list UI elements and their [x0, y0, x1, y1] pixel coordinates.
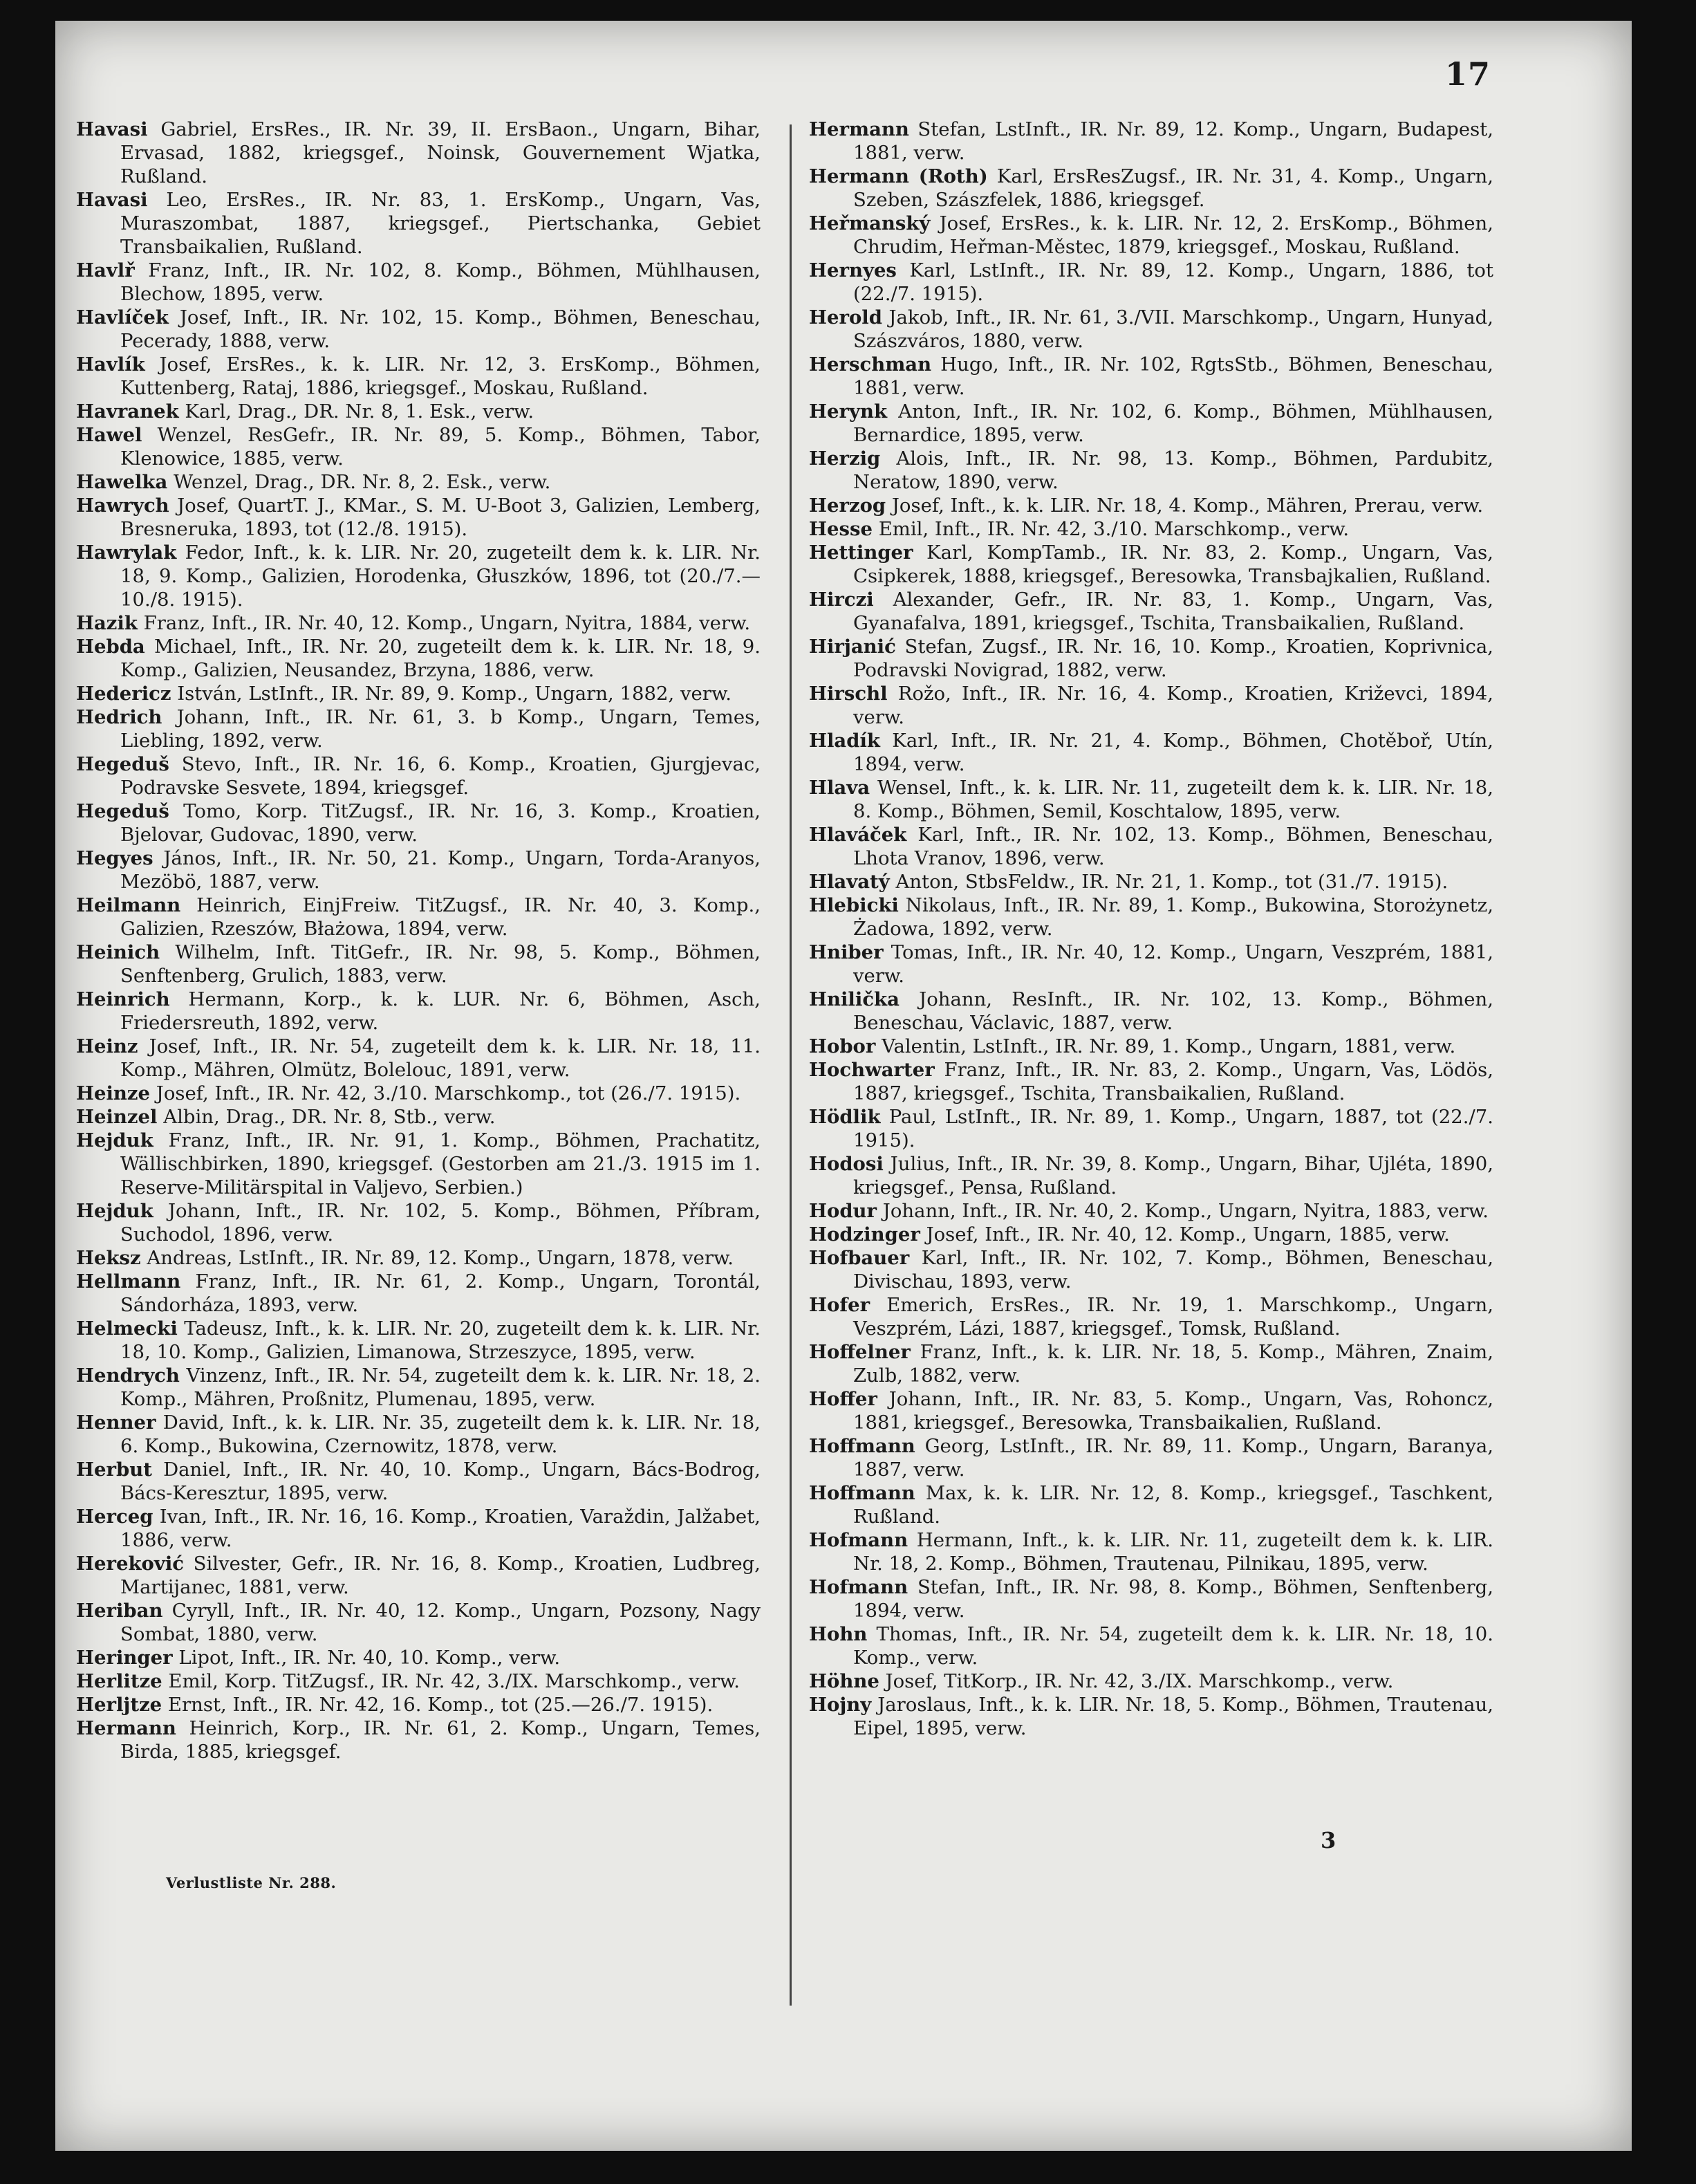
list-entry	[76, 1082, 761, 1105]
list-entry	[76, 752, 761, 799]
entry-surname: Hendrych	[76, 1364, 180, 1387]
list-entry	[809, 1622, 1493, 1669]
entry-details: Alois, Inft., IR. Nr. 98, 13. Komp., Böhmen, Pardubitz, Neratow, 1890, verw.	[853, 447, 1493, 493]
entry-surname: Hermann (Roth)	[809, 165, 988, 187]
list-entry	[809, 1434, 1493, 1481]
entry-details: Franz, Inft., k. k. LIR. Nr. 18, 5. Komp., Mähren, Znaim, Zulb, 1882, verw.	[853, 1341, 1493, 1387]
list-entry	[76, 1599, 761, 1646]
entry-surname: Hofer	[809, 1294, 870, 1316]
left-column	[76, 118, 761, 1764]
entry-details: Lipot, Inft., IR. Nr. 40, 10. Komp., verw.	[172, 1647, 561, 1669]
list-entry	[76, 470, 761, 494]
entry-details: Albin, Drag., DR. Nr. 8, Stb., verw.	[157, 1106, 496, 1128]
entry-details: Gabriel, ErsRes., IR. Nr. 39, II. ErsBaon., Ungarn, Bihar, Ervasad, 1882, kriegsgef., Noinsk, Gouvernement Wjatka, Rußland.	[120, 118, 761, 187]
entry-details: Jaroslaus, Inft., k. k. LIR. Nr. 18, 5. Komp., Böhmen, Trautenau, Eipel, 1895, verw.	[853, 1694, 1493, 1739]
entry-details: Wilhelm, Inft. TitGefr., IR. Nr. 98, 5. Komp., Böhmen, Senftenberg, Grulich, 1883, verw.	[120, 941, 761, 987]
entry-details: Franz, Inft., IR. Nr. 102, 8. Komp., Böhmen, Mühlhausen, Blechow, 1895, verw.	[120, 259, 761, 305]
list-entry	[76, 118, 761, 188]
entry-surname: Havlíček	[76, 306, 169, 328]
entry-details: Stefan, Zugsf., IR. Nr. 16, 10. Komp., Kroatien, Koprivnica, Podravski Novigrad, 1882, verw.	[853, 636, 1493, 681]
entry-surname: Hawel	[76, 424, 142, 446]
entry-details: Vinzenz, Inft., IR. Nr. 54, zugeteilt dem k. k. LIR. Nr. 18, 2. Komp., Mähren, Proßnitz, Plumenau, 1895, verw.	[120, 1364, 761, 1410]
entry-surname: Herceg	[76, 1506, 153, 1528]
list-entry	[76, 1505, 761, 1552]
list-entry	[76, 259, 761, 306]
entry-details: Karl, KompTamb., IR. Nr. 83, 2. Komp., Ungarn, Vas, Csipkerek, 1888, kriegsgef., Beresowka, Transbajkalien, Rußland.	[853, 542, 1493, 587]
list-entry	[76, 541, 761, 611]
list-entry	[76, 1364, 761, 1411]
entry-surname: Havranek	[76, 400, 179, 423]
entry-details: Josef, Inft., IR. Nr. 54, zugeteilt dem k. k. LIR. Nr. 18, 11. Komp., Mähren, Olmütz, Bolelouc, 1891, verw.	[120, 1035, 761, 1081]
entry-surname: Henner	[76, 1412, 156, 1434]
entry-surname: Heriban	[76, 1600, 163, 1622]
entry-surname: Hazik	[76, 612, 138, 634]
list-entry	[76, 1411, 761, 1458]
entry-surname: Hlebicki	[809, 894, 899, 916]
entry-surname: Heilmann	[76, 894, 181, 916]
entry-surname: Heinze	[76, 1082, 151, 1104]
entry-details: Anton, Inft., IR. Nr. 102, 6. Komp., Böhmen, Mühlhausen, Bernardice, 1895, verw.	[853, 400, 1493, 446]
entry-details: Alexander, Gefr., IR. Nr. 83, 1. Komp., Ungarn, Vas, Gyanafalva, 1891, kriegsgef., Tschita, Transbaikalien, Rußland.	[853, 589, 1493, 634]
entry-surname: Hermann	[76, 1717, 176, 1739]
list-entry	[809, 400, 1493, 447]
entry-details: Josef, QuartT. J., KMar., S. M. U-Boot 3, Galizien, Lemberg, Bresneruka, 1893, tot (12./8. 1915).	[120, 494, 761, 540]
entry-surname: Heinich	[76, 941, 160, 963]
entry-details: Johann, Inft., IR. Nr. 40, 2. Komp., Ungarn, Nyitra, 1883, verw.	[877, 1200, 1489, 1222]
entry-surname: Hohn	[809, 1623, 868, 1645]
list-entry	[809, 212, 1493, 259]
entry-details: Franz, Inft., IR. Nr. 83, 2. Komp., Ungarn, Vas, Lödös, 1887, kriegsgef., Tschita, Transbaikalien, Rußland.	[853, 1059, 1493, 1104]
entry-details: Stefan, LstInft., IR. Nr. 89, 12. Komp., Ungarn, Budapest, 1881, verw.	[853, 118, 1493, 164]
list-entry	[809, 1152, 1493, 1199]
sheet-number: 3	[1321, 1827, 1336, 1853]
list-entry	[76, 1646, 761, 1669]
entry-surname: Hofmann	[809, 1576, 908, 1598]
entry-surname: Hermann	[809, 118, 909, 140]
entry-details: János, Inft., IR. Nr. 50, 21. Komp., Ungarn, Torda-Aranyos, Mezöbö, 1887, verw.	[120, 847, 761, 893]
entry-surname: Hlava	[809, 777, 870, 799]
list-entry	[809, 894, 1493, 941]
entry-surname: Heinrich	[76, 988, 170, 1010]
entry-details: Wenzel, Drag., DR. Nr. 8, 2. Esk., verw.	[167, 471, 551, 493]
entry-details: Wenzel, ResGefr., IR. Nr. 89, 5. Komp., Böhmen, Tabor, Klenowice, 1885, verw.	[120, 424, 761, 470]
entry-details: Josef, TitKorp., IR. Nr. 42, 3./IX. Marschkomp., verw.	[879, 1670, 1394, 1692]
entry-surname: Hejduk	[76, 1200, 153, 1222]
entry-surname: Heksz	[76, 1247, 141, 1269]
entry-details: Hermann, Korp., k. k. LUR. Nr. 6, Böhmen, Asch, Friedersreuth, 1892, verw.	[120, 988, 761, 1034]
list-entry	[76, 306, 761, 353]
list-entry	[809, 1528, 1493, 1575]
list-entry	[809, 1293, 1493, 1340]
list-entry	[809, 517, 1493, 541]
entry-details: Franz, Inft., IR. Nr. 61, 2. Komp., Ungarn, Torontál, Sándorháza, 1893, verw.	[120, 1270, 761, 1316]
entry-surname: Havlř	[76, 259, 135, 281]
entry-surname: Hniber	[809, 941, 884, 963]
list-entry	[76, 188, 761, 259]
entry-surname: Havasi	[76, 118, 148, 140]
entry-details: Tomas, Inft., IR. Nr. 40, 12. Komp., Ungarn, Veszprém, 1881, verw.	[853, 941, 1493, 987]
list-entry	[809, 1105, 1493, 1152]
entry-surname: Havlík	[76, 353, 145, 376]
list-entry	[809, 635, 1493, 682]
list-entry	[809, 682, 1493, 729]
entry-surname: Helmecki	[76, 1317, 178, 1340]
list-entry	[76, 799, 761, 846]
list-entry	[809, 823, 1493, 870]
entry-details: Karl, Inft., IR. Nr. 21, 4. Komp., Böhmen, Chotěboř, Utín, 1894, verw.	[853, 730, 1493, 775]
list-entry	[809, 494, 1493, 517]
entry-surname: Heinz	[76, 1035, 138, 1057]
entry-surname: Hegeduš	[76, 800, 169, 822]
entry-surname: Herzig	[809, 447, 881, 470]
entry-details: Tomo, Korp. TitZugsf., IR. Nr. 16, 3. Komp., Kroatien, Bjelovar, Gudovac, 1890, verw.	[120, 800, 761, 846]
entry-surname: Herzog	[809, 494, 886, 517]
entry-details: Paul, LstInft., IR. Nr. 89, 1. Komp., Ungarn, 1887, tot (22./7. 1915).	[853, 1106, 1493, 1151]
list-entry	[809, 541, 1493, 588]
entry-surname: Hegeduš	[76, 753, 169, 775]
entry-surname: Herljtze	[76, 1694, 162, 1716]
list-entry	[76, 400, 761, 423]
entry-surname: Hnilička	[809, 988, 900, 1010]
entry-surname: Hojny	[809, 1694, 872, 1716]
list-entry	[809, 941, 1493, 988]
entry-details: Silvester, Gefr., IR. Nr. 16, 8. Komp., Kroatien, Ludbreg, Martijanec, 1881, verw.	[120, 1553, 761, 1598]
list-entry	[76, 846, 761, 894]
list-entry	[809, 988, 1493, 1035]
entry-surname: Herschman	[809, 353, 932, 376]
entry-surname: Heřmanský	[809, 212, 931, 234]
entry-surname: Hofbauer	[809, 1247, 910, 1269]
list-entry	[76, 1270, 761, 1317]
list-entry	[809, 870, 1493, 894]
entry-surname: Hochwarter	[809, 1059, 935, 1081]
entry-details: Stevo, Inft., IR. Nr. 16, 6. Komp., Kroatien, Gjurgjevac, Podravske Sesvete, 1894, kriegsgef.	[120, 753, 761, 799]
entry-surname: Hlaváček	[809, 824, 907, 846]
entry-surname: Hereković	[76, 1553, 185, 1575]
entry-details: Josef, ErsRes., k. k. LIR. Nr. 12, 2. ErsKomp., Böhmen, Chrudim, Heřman-Městec, 1879, kriegsgef., Moskau, Rußland.	[853, 212, 1493, 258]
entry-details: Michael, Inft., IR. Nr. 20, zugeteilt dem k. k. LIR. Nr. 18, 9. Komp., Galizien, Neusandez, Brzyna, 1886, verw.	[120, 636, 761, 681]
entry-surname: Hejduk	[76, 1129, 153, 1151]
entry-details: Heinrich, Korp., IR. Nr. 61, 2. Komp., Ungarn, Temes, Birda, 1885, kriegsgef.	[120, 1717, 761, 1763]
list-entry	[809, 118, 1493, 165]
list-entry	[76, 1105, 761, 1129]
entry-details: Josef, Inft., IR. Nr. 42, 3./10. Marschkomp., tot (26./7. 1915).	[150, 1082, 741, 1104]
entry-details: Emerich, ErsRes., IR. Nr. 19, 1. Marschkomp., Ungarn, Veszprém, Lázi, 1887, kriegsgef., Tomsk, Rußland.	[853, 1294, 1493, 1340]
entry-details: Georg, LstInft., IR. Nr. 89, 11. Komp., Ungarn, Baranya, 1887, verw.	[853, 1435, 1493, 1481]
entry-details: Johann, ResInft., IR. Nr. 102, 13. Komp., Böhmen, Beneschau, Václavic, 1887, verw.	[853, 988, 1493, 1034]
entry-details: Karl, ErsResZugsf., IR. Nr. 31, 4. Komp., Ungarn, Szeben, Szászfelek, 1886, kriegsgef.	[853, 165, 1493, 211]
entry-details: Valentin, LstInft., IR. Nr. 89, 1. Komp., Ungarn, 1881, verw.	[875, 1035, 1456, 1057]
entry-details: Franz, Inft., IR. Nr. 40, 12. Komp., Ungarn, Nyitra, 1884, verw.	[137, 612, 751, 634]
entry-surname: Hedrich	[76, 706, 162, 728]
entry-details: Hugo, Inft., IR. Nr. 102, RgtsStb., Böhmen, Beneschau, 1881, verw.	[853, 353, 1493, 399]
entry-surname: Hirczi	[809, 589, 874, 611]
column-divider	[790, 124, 792, 2006]
list-entry	[76, 635, 761, 682]
entry-details: Anton, StbsFeldw., IR. Nr. 21, 1. Komp., tot (31./7. 1915).	[889, 871, 1448, 893]
list-entry	[809, 1246, 1493, 1293]
list-entry	[76, 988, 761, 1035]
list-entry	[76, 894, 761, 941]
list-entry	[76, 1199, 761, 1246]
entry-details: Josef, Inft., IR. Nr. 102, 15. Komp., Böhmen, Beneschau, Pecerady, 1888, verw.	[120, 306, 761, 352]
entry-surname: Herynk	[809, 400, 887, 423]
entry-surname: Hlavatý	[809, 871, 890, 893]
entry-details: Cyryll, Inft., IR. Nr. 40, 12. Komp., Ungarn, Pozsony, Nagy Sombat, 1880, verw.	[120, 1600, 761, 1645]
list-entry	[809, 306, 1493, 353]
list-entry	[809, 1223, 1493, 1246]
entry-details: David, Inft., k. k. LIR. Nr. 35, zugeteilt dem k. k. LIR. Nr. 18, 6. Komp., Bukowina, Czernowitz, 1878, verw.	[120, 1412, 761, 1457]
list-entry	[76, 494, 761, 541]
list-entry	[76, 1035, 761, 1082]
entry-details: Franz, Inft., IR. Nr. 91, 1. Komp., Böhmen, Prachatitz, Wällischbirken, 1890, kriegsgef. (Gestorben am 21./3. 1915 im 1. Reserve-Militärspital in Valjevo, Serbien.)	[120, 1129, 761, 1199]
entry-details: Karl, Inft., IR. Nr. 102, 7. Komp., Böhmen, Beneschau, Divischau, 1893, verw.	[853, 1247, 1493, 1293]
entry-details: Johann, Inft., IR. Nr. 83, 5. Komp., Ungarn, Vas, Rohoncz, 1881, kriegsgef., Beresowka, Transbaikalien, Rußland.	[853, 1388, 1493, 1434]
entry-surname: Hoffmann	[809, 1482, 915, 1504]
entry-surname: Hoffer	[809, 1388, 877, 1410]
entry-surname: Hladík	[809, 730, 880, 752]
entry-details: Julius, Inft., IR. Nr. 39, 8. Komp., Ungarn, Bihar, Ujléta, 1890, kriegsgef., Pensa, Rußland.	[853, 1153, 1493, 1199]
entry-details: Leo, ErsRes., IR. Nr. 83, 1. ErsKomp., Ungarn, Vas, Muraszombat, 1887, kriegsgef., Piertschanka, Gebiet Transbaikalien, Rußland.	[120, 189, 761, 258]
list-entry	[76, 423, 761, 470]
entry-details: Hermann, Inft., k. k. LIR. Nr. 11, zugeteilt dem k. k. LIR. Nr. 18, 2. Komp., Böhmen, Trautenau, Pilnikau, 1895, verw.	[853, 1529, 1493, 1575]
list-entry	[76, 1317, 761, 1364]
footer-list-number: Verlustliste Nr. 288.	[166, 1874, 337, 1891]
entry-surname: Herbut	[76, 1459, 152, 1481]
page-number: 17	[1445, 55, 1491, 93]
entry-details: Emil, Korp. TitZugsf., IR. Nr. 42, 3./IX. Marschkomp., verw.	[162, 1670, 740, 1692]
document-page	[55, 21, 1632, 2151]
right-column	[809, 118, 1493, 1740]
entry-details: Thomas, Inft., IR. Nr. 54, zugeteilt dem k. k. LIR. Nr. 18, 10. Komp., verw.	[853, 1623, 1493, 1669]
list-entry	[809, 259, 1493, 306]
entry-details: Karl, Drag., DR. Nr. 8, 1. Esk., verw.	[178, 400, 534, 423]
list-entry	[809, 447, 1493, 494]
entry-surname: Hodosi	[809, 1153, 884, 1175]
entry-surname: Hesse	[809, 518, 873, 540]
entry-surname: Hedericz	[76, 683, 171, 705]
entry-surname: Hettinger	[809, 542, 913, 564]
entry-details: Stefan, Inft., IR. Nr. 98, 8. Komp., Böhmen, Senftenberg, 1894, verw.	[853, 1576, 1493, 1622]
list-entry	[809, 729, 1493, 776]
entry-details: Andreas, LstInft., IR. Nr. 89, 12. Komp., Ungarn, 1878, verw.	[140, 1247, 734, 1269]
list-entry	[76, 1129, 761, 1199]
list-entry	[76, 1669, 761, 1693]
list-entry	[809, 1669, 1493, 1693]
list-entry	[76, 1458, 761, 1505]
entry-surname: Havasi	[76, 189, 148, 211]
entry-details: Rožo, Inft., IR. Nr. 16, 4. Komp., Kroatien, Križevci, 1894, verw.	[853, 683, 1493, 728]
entry-details: Daniel, Inft., IR. Nr. 40, 10. Komp., Ungarn, Bács-Bodrog, Bács-Keresztur, 1895, verw.	[120, 1459, 761, 1504]
entry-surname: Hödlik	[809, 1106, 881, 1128]
entry-surname: Hodur	[809, 1200, 877, 1222]
list-entry	[809, 1575, 1493, 1622]
entry-details: István, LstInft., IR. Nr. 89, 9. Komp., Ungarn, 1882, verw.	[171, 683, 731, 705]
entry-details: Karl, LstInft., IR. Nr. 89, 12. Komp., Ungarn, 1886, tot (22./7. 1915).	[853, 259, 1493, 305]
entry-details: Josef, Inft., k. k. LIR. Nr. 18, 4. Komp., Mähren, Prerau, verw.	[886, 494, 1484, 517]
list-entry	[809, 1481, 1493, 1528]
list-entry	[809, 1693, 1493, 1740]
list-entry	[76, 705, 761, 752]
entry-surname: Höhne	[809, 1670, 879, 1692]
list-entry	[76, 1552, 761, 1599]
list-entry	[809, 1199, 1493, 1223]
entry-surname: Hodzinger	[809, 1223, 920, 1246]
entry-surname: Hawrylak	[76, 542, 177, 564]
entry-surname: Hirjanić	[809, 636, 896, 658]
list-entry	[809, 1058, 1493, 1105]
entry-surname: Hobor	[809, 1035, 876, 1057]
list-entry	[76, 682, 761, 705]
entry-surname: Hebda	[76, 636, 145, 658]
entry-surname: Hawelka	[76, 471, 168, 493]
list-entry	[76, 1246, 761, 1270]
list-entry	[809, 165, 1493, 212]
entry-details: Emil, Inft., IR. Nr. 42, 3./10. Marschkomp., verw.	[872, 518, 1350, 540]
entry-details: Fedor, Inft., k. k. LIR. Nr. 20, zugeteilt dem k. k. LIR. Nr. 18, 9. Komp., Galizien, Horodenka, Głuszków, 1896, tot (20./7.—10./8. 1915).	[120, 542, 761, 611]
list-entry	[809, 588, 1493, 635]
list-entry	[809, 1340, 1493, 1387]
entry-surname: Hofmann	[809, 1529, 908, 1551]
entry-surname: Herlitze	[76, 1670, 162, 1692]
entry-surname: Hegyes	[76, 847, 153, 869]
entry-surname: Hernyes	[809, 259, 897, 281]
list-entry	[76, 353, 761, 400]
entry-surname: Hoffmann	[809, 1435, 915, 1457]
entry-details: Wensel, Inft., k. k. LIR. Nr. 11, zugeteilt dem k. k. LIR. Nr. 18, 8. Komp., Böhmen, Semil, Koschtalow, 1895, verw.	[853, 777, 1493, 822]
entry-details: Johann, Inft., IR. Nr. 61, 3. b Komp., Ungarn, Temes, Liebling, 1892, verw.	[120, 706, 761, 752]
entry-surname: Hawrych	[76, 494, 169, 517]
list-entry	[76, 1716, 761, 1764]
list-entry	[76, 1693, 761, 1716]
entry-surname: Hirschl	[809, 683, 888, 705]
entry-surname: Hellmann	[76, 1270, 181, 1293]
entry-details: Tadeusz, Inft., k. k. LIR. Nr. 20, zugeteilt dem k. k. LIR. Nr. 18, 10. Komp., Galizien, Limanowa, Strzeszyce, 1895, verw.	[120, 1317, 761, 1363]
entry-details: Johann, Inft., IR. Nr. 102, 5. Komp., Böhmen, Příbram, Suchodol, 1896, verw.	[120, 1200, 761, 1246]
entry-details: Ivan, Inft., IR. Nr. 16, 16. Komp., Kroatien, Varaždin, Jalžabet, 1886, verw.	[120, 1506, 761, 1551]
list-entry	[809, 353, 1493, 400]
entry-details: Nikolaus, Inft., IR. Nr. 89, 1. Komp., Bukowina, Storożynetz, Żadowa, 1892, verw.	[853, 894, 1493, 940]
list-entry	[809, 1387, 1493, 1434]
list-entry	[76, 941, 761, 988]
entry-details: Josef, ErsRes., k. k. LIR. Nr. 12, 3. ErsKomp., Böhmen, Kuttenberg, Rataj, 1886, kriegsgef., Moskau, Rußland.	[120, 353, 761, 399]
list-entry	[809, 776, 1493, 823]
entry-details: Heinrich, EinjFreiw. TitZugsf., IR. Nr. 40, 3. Komp., Galizien, Rzeszów, Błażowa, 1894, verw.	[120, 894, 761, 940]
entry-details: Josef, Inft., IR. Nr. 40, 12. Komp., Ungarn, 1885, verw.	[920, 1223, 1450, 1246]
list-entry	[76, 611, 761, 635]
entry-details: Max, k. k. LIR. Nr. 12, 8. Komp., kriegsgef., Taschkent, Rußland.	[853, 1482, 1493, 1528]
entry-surname: Heinzel	[76, 1106, 158, 1128]
entry-details: Ernst, Inft., IR. Nr. 42, 16. Komp., tot (25.—26./7. 1915).	[162, 1694, 714, 1716]
entry-surname: Heringer	[76, 1647, 173, 1669]
list-entry	[809, 1035, 1493, 1058]
entry-details: Jakob, Inft., IR. Nr. 61, 3./VII. Marschkomp., Ungarn, Hunyad, Szászváros, 1880, verw.	[853, 306, 1493, 352]
entry-details: Karl, Inft., IR. Nr. 102, 13. Komp., Böhmen, Beneschau, Lhota Vranov, 1896, verw.	[853, 824, 1493, 869]
entry-surname: Herold	[809, 306, 882, 328]
entry-surname: Hoffelner	[809, 1341, 911, 1363]
